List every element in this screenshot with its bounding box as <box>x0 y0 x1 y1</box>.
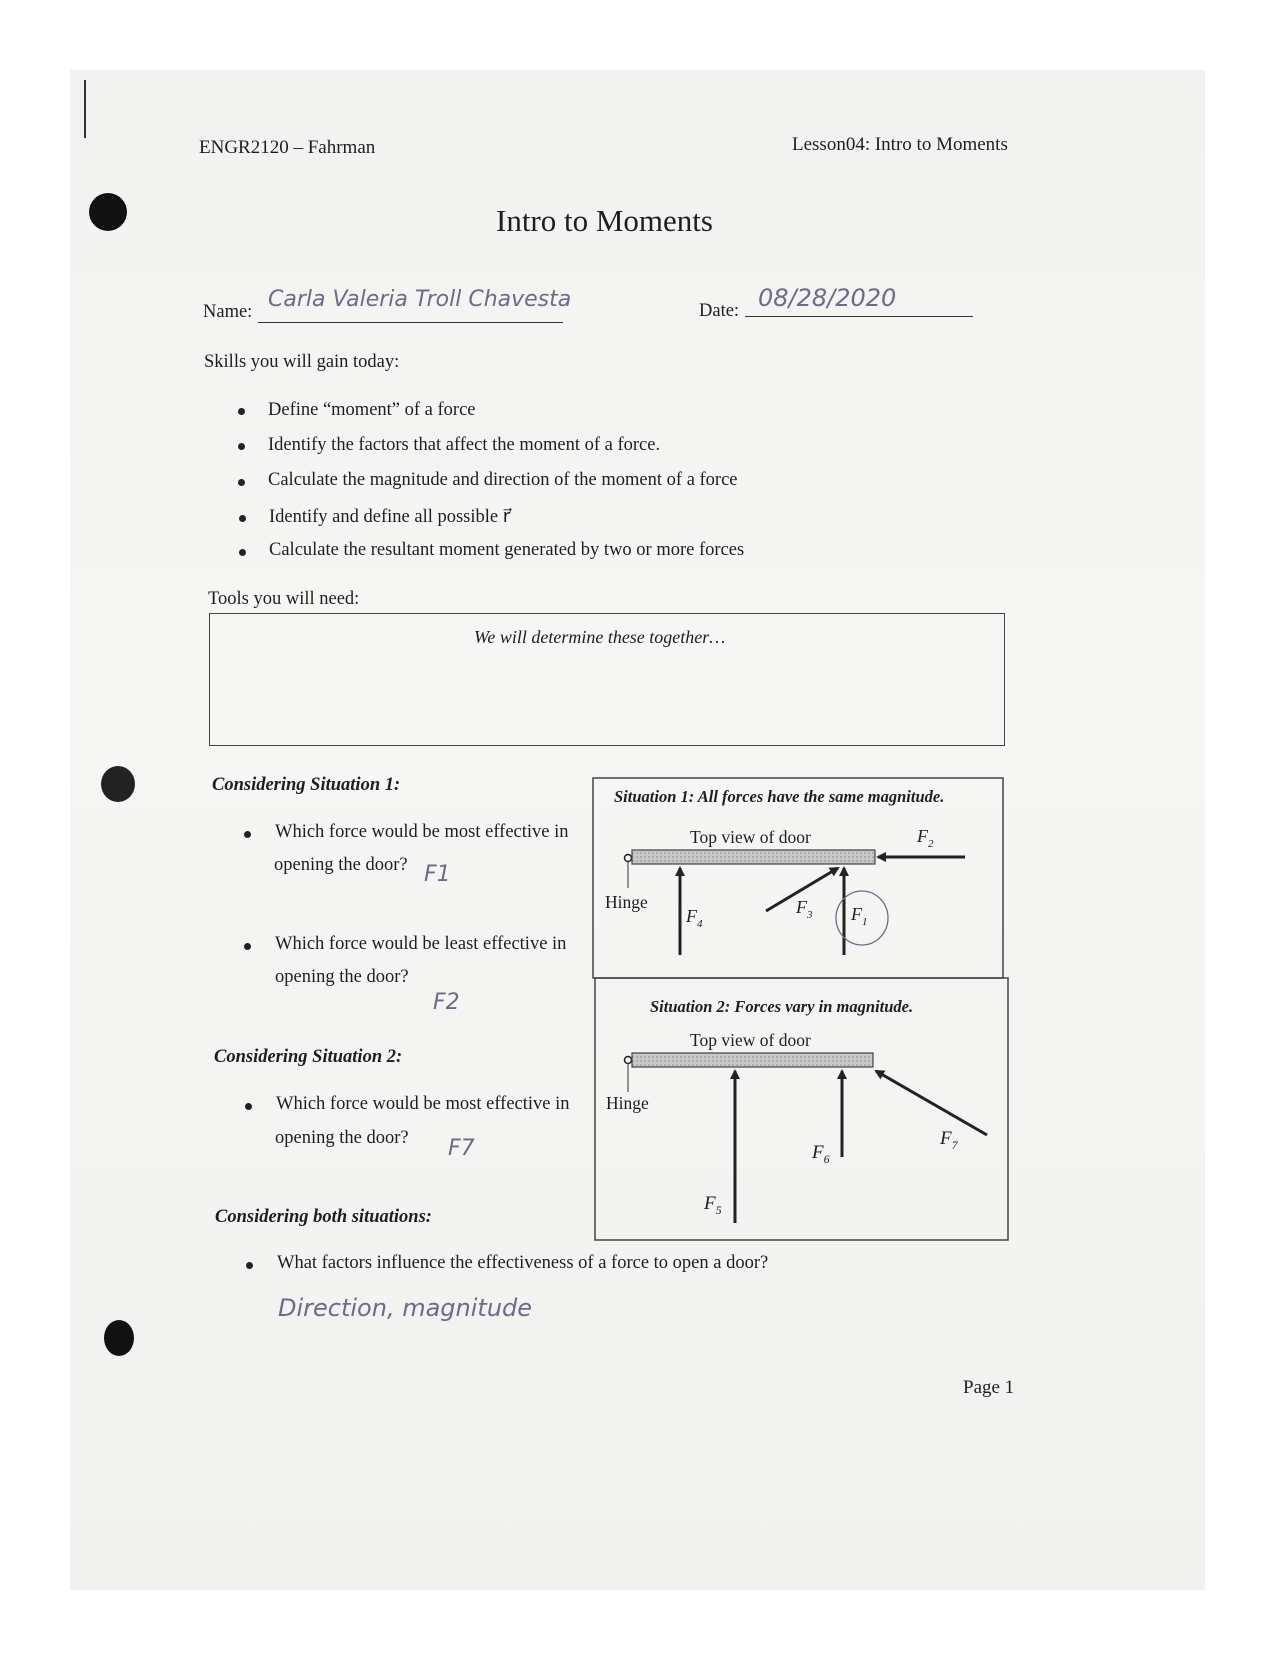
s2-q1-line1: Which force would be most effective in <box>276 1094 570 1114</box>
situation2-heading: Considering Situation 2: <box>214 1047 403 1067</box>
skill-item: Identify the factors that affect the moment of a force. <box>268 435 661 455</box>
skill-item: Calculate the magnitude and direction of the moment of a force <box>268 470 738 490</box>
skill-item: Calculate the resultant moment generated by two or more forces <box>269 540 745 560</box>
name-value: Carla Valeria Troll Chavesta <box>268 287 572 312</box>
force-f4-label: $F_4$ <box>686 906 703 930</box>
course-header: ENGR2120 – Fahrman <box>199 137 376 158</box>
skill-item: Identify and define all possible r⃗ <box>269 507 511 527</box>
door-2 <box>632 1053 873 1067</box>
s2-q1-answer: F7 <box>448 1136 475 1161</box>
hinge-pin-1 <box>625 855 632 862</box>
tools-box-text: We will determine these together… <box>474 627 726 647</box>
s1-q2-answer: F2 <box>433 990 460 1015</box>
force-f1-label: $F_1$ <box>851 904 868 928</box>
page-number: Page 1 <box>963 1377 1015 1398</box>
s1-q1-answer: F1 <box>424 862 451 887</box>
date-value: 08/28/2020 <box>758 284 897 312</box>
s1-q2-line2: opening the door? <box>275 967 409 987</box>
s1-q1-line1: Which force would be most effective in <box>275 822 569 842</box>
situation1-title: Situation 1: All forces have the same magnitude. <box>614 787 945 806</box>
date-label: Date: <box>699 301 740 321</box>
door-label-2: Top view of door <box>690 1030 811 1050</box>
door-1 <box>632 850 875 864</box>
situation2-title: Situation 2: Forces vary in magnitude. <box>650 997 914 1016</box>
situation1-heading: Considering Situation 1: <box>212 775 401 795</box>
force-f7-arrow <box>876 1071 987 1135</box>
situation1-frame <box>593 778 1003 978</box>
s1-q1-line2: opening the door? <box>274 855 408 875</box>
force-f6-label: $F_6$ <box>812 1142 830 1166</box>
both-answer: Direction, magnitude <box>278 1294 533 1322</box>
name-label: Name: <box>203 302 253 322</box>
tools-heading: Tools you will need: <box>208 589 360 609</box>
s1-q2-line1: Which force would be least effective in <box>275 934 567 954</box>
force-f2-label: $F_2$ <box>917 826 934 850</box>
door-label-1: Top view of door <box>690 827 811 847</box>
page-title: Intro to Moments <box>496 203 713 238</box>
skill-item: Define “moment” of a force <box>268 400 476 420</box>
force-f3-label: $F_3$ <box>796 897 813 921</box>
hinge-label-1: Hinge <box>605 892 648 912</box>
hinge-pin-2 <box>625 1057 632 1064</box>
situation2-frame <box>595 978 1008 1240</box>
s2-q1-line2: opening the door? <box>275 1128 409 1148</box>
force-f7-label: $F_7$ <box>940 1128 958 1152</box>
hinge-label-2: Hinge <box>606 1093 649 1113</box>
lesson-header: Lesson04: Intro to Moments <box>792 134 1008 155</box>
skills-heading: Skills you will gain today: <box>204 352 400 372</box>
force-f5-label: $F_5$ <box>704 1193 722 1217</box>
both-question: What factors influence the effectiveness of a force to open a door? <box>277 1253 769 1273</box>
both-heading: Considering both situations: <box>215 1207 432 1227</box>
